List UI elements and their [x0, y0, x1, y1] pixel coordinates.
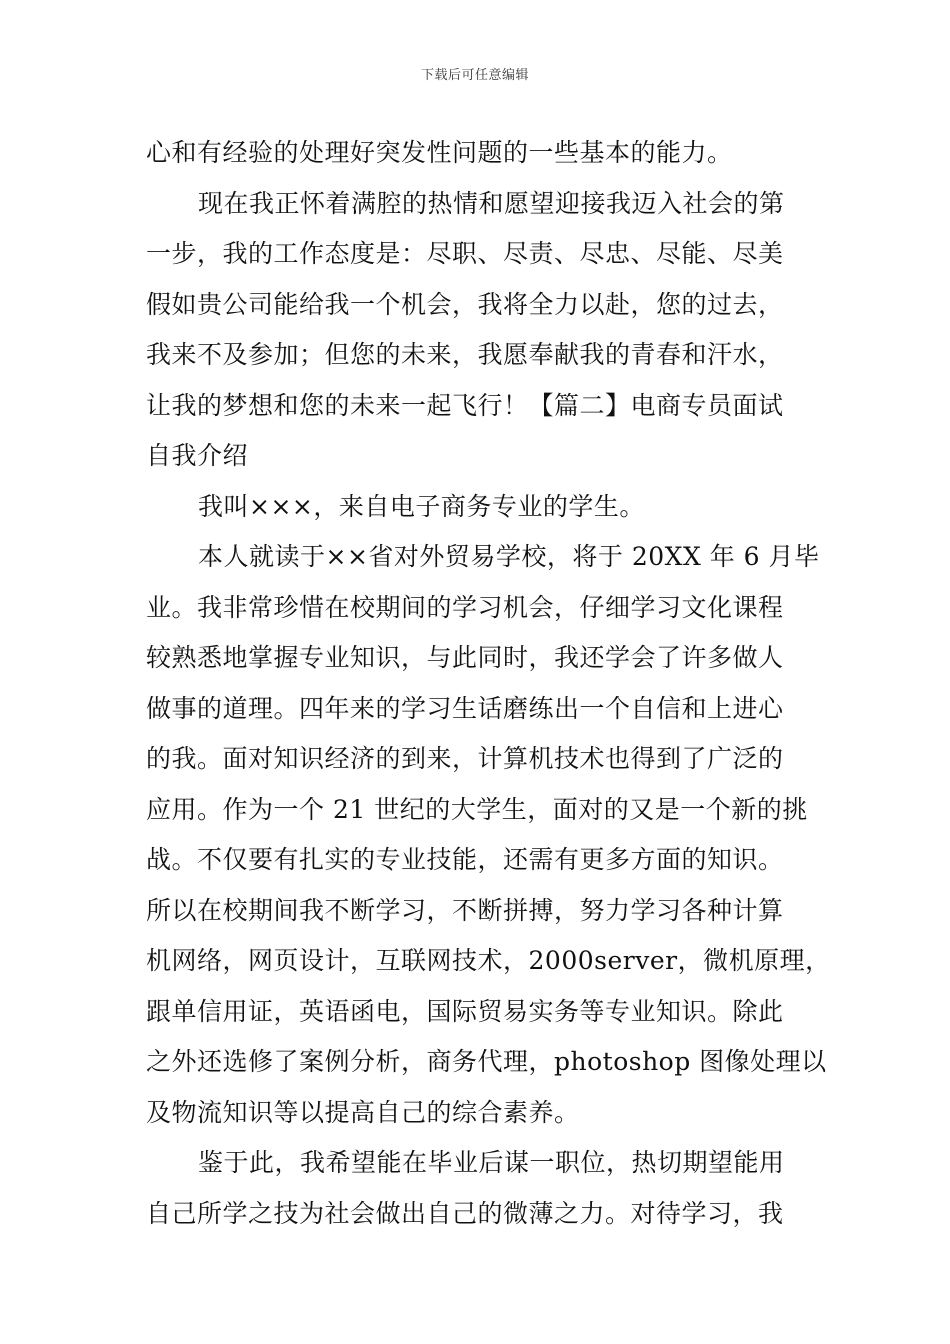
page-header: 下载后可任意编辑	[420, 68, 529, 83]
text-line: 做事的道理。四年来的学习生话磨练出一个自信和上进心	[146, 693, 784, 723]
text-line: 本人就读于××省对外贸易学校，将于 20XX 年 6 月毕	[198, 542, 820, 571]
text-line: 及物流知识等以提高自己的综合素养。	[146, 1097, 580, 1127]
text-line: 战。不仅要有扎实的专业技能，还需有更多方面的知识。	[146, 845, 784, 874]
text-line: 自己所学之技为社会做出自己的微薄之力。对待学习，我	[146, 1198, 784, 1228]
text-line: 机网络，网页设计，互联网技术，2000server，微机原理，	[146, 946, 831, 975]
text-line: 业。我非常珍惜在校期间的学习机会，仔细学习文化课程	[146, 592, 784, 622]
document-body	[146, 128, 846, 1239]
text-line: 的我。面对知识经济的到来，计算机技术也得到了广泛的	[146, 744, 784, 773]
text-line: 一步，我的工作态度是：尽职、尽责、尽忠、尽能、尽美	[146, 239, 784, 268]
text-line: 所以在校期间我不断学习，不断拼搏，努力学习各种计算	[146, 895, 784, 925]
text-line: 鉴于此，我希望能在毕业后谋一职位，热切期望能用	[198, 1148, 785, 1177]
text-line: 现在我正怀着满腔的热情和愿望迎接我迈入社会的第	[198, 188, 785, 218]
text-line: 应用。作为一个 21 世纪的大学生，面对的又是一个新的挑	[146, 794, 808, 824]
text-line: 之外还选修了案例分析，商务代理，photoshop 图像处理以	[146, 1047, 827, 1076]
text-line: 我来不及参加；但您的未来，我愿奉献我的青春和汗水，	[146, 340, 784, 369]
text-line: 假如贵公司能给我一个机会，我将全力以赴，您的过去，	[146, 289, 784, 319]
text-line: 我叫×××，来自电子商务专业的学生。	[198, 491, 645, 521]
text-line: 让我的梦想和您的未来一起飞行！【篇二】电商专员面试	[146, 390, 784, 420]
text-line: 跟单信用证，英语函电，国际贸易实务等专业知识。除此	[146, 996, 784, 1026]
text-line: 自我介绍	[146, 441, 249, 470]
text-line: 心和有经验的处理好突发性问题的一些基本的能力。	[146, 138, 733, 167]
text-line: 较熟悉地掌握专业知识，与此同时，我还学会了许多做人	[146, 643, 784, 672]
